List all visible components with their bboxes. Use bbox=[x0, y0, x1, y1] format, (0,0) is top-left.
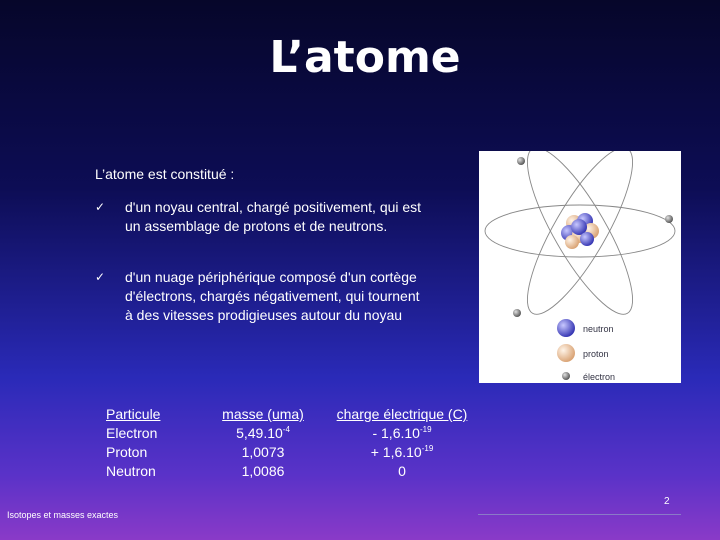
check-icon: ✓ bbox=[95, 270, 106, 284]
legend-electron: électron bbox=[583, 372, 616, 382]
legend-proton: proton bbox=[583, 349, 609, 359]
particle-column bbox=[106, 405, 160, 481]
charge-electron: - $1,6.10^{-19}$ bbox=[372, 425, 432, 441]
mass-column bbox=[219, 405, 307, 481]
footer-text: Isotopes et masses exactes bbox=[7, 510, 119, 520]
legend-neutron: neutron bbox=[583, 324, 614, 334]
mass-neutron: 1,0086 bbox=[241, 463, 285, 479]
particle-electron: Electron bbox=[106, 425, 158, 441]
header-mass: masse (uma) bbox=[222, 406, 304, 422]
check-icon: ✓ bbox=[95, 200, 106, 214]
page-number: 2 bbox=[664, 496, 670, 507]
charge-column bbox=[332, 405, 472, 481]
intro-text: L’atome est constitué : bbox=[95, 166, 235, 182]
bullet-text: d'un noyau central, chargé positivement, qui est un assemblage de protons et de neutrons. bbox=[125, 199, 422, 234]
mass-electron: $5,49.10^{-4}$ bbox=[236, 425, 290, 441]
slide-title: L’atome bbox=[269, 32, 461, 83]
nucleus bbox=[561, 213, 599, 249]
mass-proton: 1,0073 bbox=[241, 444, 285, 460]
bullet-text: d'un nuage périphérique composé d'un cortège d'électrons, chargés négativement, qui tournent à des vitesses prodigieuses autour du noyau bbox=[125, 269, 420, 323]
atom-icon bbox=[479, 151, 681, 383]
header-charge: charge électrique (C) bbox=[336, 406, 468, 422]
particle-proton: Proton bbox=[106, 444, 148, 460]
charge-neutron: 0 bbox=[398, 463, 406, 479]
divider bbox=[478, 514, 681, 515]
charge-proton: + $1,6.10^{-19}$ bbox=[370, 444, 434, 460]
particle-neutron: Neutron bbox=[106, 463, 156, 479]
atom-illustration bbox=[479, 151, 681, 383]
header-particle: Particule bbox=[106, 406, 161, 422]
legend bbox=[557, 319, 615, 382]
